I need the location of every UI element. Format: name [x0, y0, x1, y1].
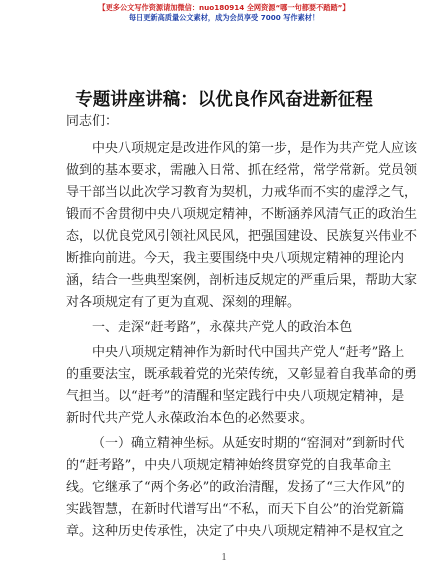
- document-title: 专题讲座讲稿：以优良作风奋进新征程: [75, 90, 373, 110]
- paragraph-line: 锻而不舍贯彻中央八项规定精神，不断涵养风清气正的政治生: [66, 207, 418, 222]
- paragraph-line: 对各项规定有了更为直观、深刻的理解。: [66, 295, 301, 310]
- paragraph-line: 新时代共产党人永葆政治本色的必然要求。: [66, 411, 314, 426]
- paragraph-line: 的重要法宝，既承载着党的光荣传统，又彰显着自我革命的勇: [66, 367, 418, 382]
- paragraph-line: 线。它继承了“两个务必”的政治清醒，发扬了“三大作风”的: [66, 480, 405, 495]
- paragraph-line: 断推向前进。今天，我主要围绕中央八项规定精神的理论内: [66, 251, 405, 266]
- paragraph-line: 做到的基本要求，需融入日常、抓在经常，常学常新。党员领: [66, 163, 418, 178]
- paragraph-line: 中央八项规定精神作为新时代中国共产党人“赶考”路上: [92, 345, 405, 360]
- section-heading: 一、走深“赶考路”，永葆共产党人的政治本色: [92, 320, 353, 335]
- paragraph-line: 实践智慧，在新时代谱写出“不私，而天下自公”的治党新篇: [66, 502, 405, 517]
- promo-banner-line-1: 【更多公文写作资源请加微信：nuo180914 全网资源“哪一句都要不踏踏”】: [98, 3, 350, 12]
- page-number: 1: [221, 552, 227, 563]
- paragraph-line: 的“赶考路”，中央八项规定精神始终贯穿党的自我革命主: [66, 458, 392, 473]
- paragraph-line: 章。这种历史传承性，决定了中央八项规定精神不是权宜之: [66, 524, 405, 539]
- paragraph-line: （一）确立精神坐标。从延安时期的“窑洞对”到新时代: [92, 436, 405, 451]
- paragraph-line: 态，以优良党风引领社风民风，把强国建设、民族复兴伟业不: [66, 229, 418, 244]
- greeting: 同志们：: [66, 114, 119, 129]
- paragraph-line: 气担当。以“赶考”的清醒和坚定践行中央八项规定精神，是: [66, 389, 405, 404]
- paragraph-line: 导干部当以此次学习教育为契机，力戒华而不实的虚浮之气，: [66, 185, 418, 200]
- paragraph-line: 中央八项规定是改进作风的第一步，是作为共产党人应该: [92, 141, 418, 156]
- promo-banner-line-2: 每日更新高质量公文素材，成为会员享受 7000 写作素材！: [128, 13, 320, 22]
- paragraph-line: 涵，结合一些典型案例，剖析违反规定的严重后果，帮助大家: [66, 273, 418, 288]
